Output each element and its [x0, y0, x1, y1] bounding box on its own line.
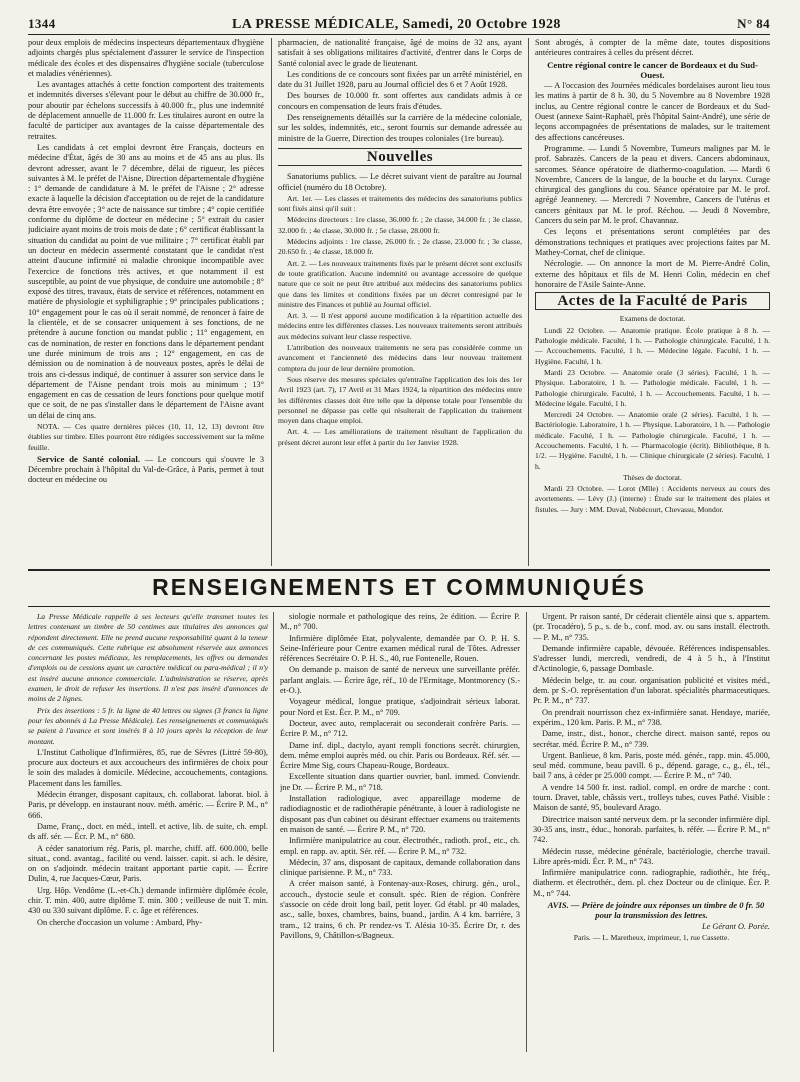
classified-ad: A créer maison santé, à Fontenay-aux-Roses, chirurg. gén., urol., accouch., dystocie seule et consult. spéc. Rien de région. Confrère s'associe on céde droit long bail, petit loyer. Gd établ. pr 40 malades, asc., salle, boxes, chambres, bains, buand., jardin. A 4 km. barrière, 3 tram., 12 trains, 6 ch. Pr rendez-vs T. Alésia 10-35. Écrire Dr, r. des Pavillons, 9, Châtillon-s/Bagneux.: [280, 879, 520, 940]
page-header: [28, 16, 770, 32]
classified-ad: Urgent. Pr raison santé, Dr céderait clientèle ainsi que s. appartem. (pr. Trocadéro), 5 p., s. de b., conf. mod. av. ou sans install. électroth. — P. M., n° 735.: [533, 612, 770, 642]
paragraph: Sous réserve des mesures spéciales qu'entraîne l'application des lois des 1er Avril 1923 (art. 7), 17 Avril et 31 Mars 1924, la répartition des médecins entre les différentes classes doit être telle que la dépense totale pour l'ensemble du personnel ne dépasse pas celle qui résulterait de l'application du traitement moyen dans chaque emploi.: [278, 374, 522, 426]
section-heading: Centre régional contre le cancer de Bordeaux et du Sud-Ouest.: [547, 59, 758, 80]
paragraph: pharmacien, de nationalité française, âgé de moins de 32 ans, ayant satisfait à ses obligations militaires d'activité, d'entrer dans le Corps de Santé colonial avec le grade de lieutenant.: [278, 38, 522, 68]
classified-ad: A céder sanatorium rég. Paris, pl. marche, chiff. aff. 600.000, belle situat., cond. avantag., facilité ou vend. laisser. capit. si ach. le désire, on on s'adjoindr. médecin traitant apportant partie capit. — Écrire Dulin, 4, rue Jacques-Cœur, Paris.: [28, 843, 268, 884]
classified-ad: On cherche d'occasion un volume : Ambard, Phy-: [37, 917, 203, 927]
classified-ad: Directrice maison santé nerveux dem. pr la seconder infirmière dipl. 30-35 ans, instr., éduc., honorab. parfaites, b. référ. — Écrire P. M., n° 742.: [533, 814, 770, 845]
paragraph: Mardi 23 Octobre. — Lorot (Mlle) : Accidents nerveux au cours des avortements. — Lévy (J.) (interne) : Étude sur le traitement des plaies et fistules. — Jury : MM. Duval, Nobécourt, Chevassu, Mondor.: [535, 484, 770, 514]
classified-ad: Infirmière manipulatrice conn. radiographie, radiothér., hte fréq., diatherm. et électrothér., dem. pl. chez Docteur ou de clinique. Écr. P. M., n° 744.: [533, 868, 770, 898]
classified-ad: Urg. Hôp. Vendôme (L.-et-Ch.) demande infirmière diplômée école, chir. T. min. 400, autre diplôme T. min. 300 ; veilleuse de nuit T. min. 430 ou 330 suivant diplôme. F. c. âge et références.: [28, 885, 268, 916]
paragraph: Mardi 23 Octobre. — Anatomie orale (3 séries). Faculté, 1 h. — Physique. Laboratoire, 1 h. — Pathologie médicale. Faculté, 1 h. — Pathologie chirurgicale. Faculté, 1 h. — Accouchements. Faculté, 1 h. — Médecine légale. Faculté, 1 h.: [535, 367, 770, 408]
paragraph: — Le concours qui s'ouvre le 3 Décembre prochain à l'hôpital du Val-de-Grâce, à Paris, permet à tout docteur en médecine ou: [28, 454, 264, 485]
paragraph: Art. 2. — Les nouveaux traitements fixés par le présent décret sont exclusifs de toute gratification. Aucune indemnité ou avantage accessoire de quelque nature que ce soit ne peut être attribué aux médecins des sanatoriums publics que dans les limites et conditions fixées par un décret contresigné par le ministre des Finances et publié au Journal officiel.: [278, 258, 522, 309]
paragraph: Nécrologie. — On annonce la mort de M. Pierre-André Colin, externe des hôpitaux et fils de M. Henri Colin, médecin en chef honoraire de l'Asile Sainte-Anne.: [535, 259, 770, 289]
classified-ad: siologie normale et pathologique des reins, 2e édition. — Écrire P. M., n° 700.: [280, 612, 520, 632]
column-divider: [273, 612, 274, 1052]
renseignements-title: RENSEIGNEMENTS ET COMMUNIQUÉS: [152, 574, 646, 600]
section-heading: Service de Santé colonial.: [37, 453, 141, 464]
header-rule: [28, 34, 770, 35]
paragraph: Lundi 22 Octobre. — Anatomie pratique. École pratique à 8 h. — Pathologie médicale. Faculté, 1 h. — Pathologie chirurgicale. Faculté, 1 h. — Accouchements. Faculté, 1 h. — Médecine légale. Faculté, 1 h. — Hygiène. Faculté, 1 h.: [535, 325, 770, 366]
classified-ad: Médecin, 37 ans, disposant de capitaux, demande collaboration dans clinique parisienne. P. M., n° 733.: [280, 857, 520, 878]
classifieds-column-2: [280, 612, 520, 1082]
classified-ad: Voyageur médical, longue pratique, s'adjoindrait sérieux laborat. pour Nord et Est. Écr. P. M., n° 709.: [280, 697, 520, 717]
classified-ad: A vendre 14 500 fr. inst. radiol. compl. en ordre de marche : cont. tourn. Dravet, table, châssis vert., trolleys tubes, cuves Pathé. Visible : Maison de santé, 95, boulevard Arago.: [533, 782, 770, 813]
classified-ad: Excellente situation dans quartier ouvrier, banl. immed. Conviendr. jne Dr. — Écrire P. M., n° 718.: [280, 772, 520, 792]
issue-number: N° 84: [737, 16, 770, 31]
column-divider: [271, 38, 272, 566]
classified-ad: Médecin belge, tr. au cour. organisation publicité et visites méd., dem. pr S.-O. représentation d'un laborat. spécialités pharmaceutiques. Pr. P. M., n° 737.: [533, 675, 770, 706]
notice: La Presse Médicale rappelle à ses lecteurs qu'elle transmet toutes les lettres contenant un timbre de 50 centimes aux titulaires des annonces qui répondent directement. Elle ne prend aucune responsabilité quant à la teneur de ces communiqués. Cette rubrique est absolument réservée aux annonces concernant les postes médicaux, les remplacements, les offres ou demandes d'emplois ou de cessions ayant un caractère médical ou para-médical ; il n'y est inséré aucune annonce commerciale. L'administration se réserve, après examen, le droit de refuser les insertions. Il n'est pas inséré d'annonces de moins de 2 lignes.: [28, 612, 268, 704]
classifieds-column-3: [533, 612, 770, 1082]
classified-ad: Dame, Franç., doct. en méd., intell. et active, lib. de suite, ch. empl. ds aff. sér. — Écr. P. M., n° 680.: [28, 821, 268, 842]
notice: Prix des insertions : 5 fr. la ligne de 40 lettres ou signes (3 francs la ligne pour les abonnés à La Presse Médicale). Les renseignements et communiqués se paient à l'avance et sont insérés 8 à 10 jours après la réception de leur montant.: [28, 705, 268, 746]
column-3: [535, 38, 770, 566]
paragraph: Ces leçons et présentations seront complétées par des démonstrations techniques et pratiques avec projections faites par M. Mathey-Cornat, chef de clinique.: [535, 227, 770, 257]
paragraph: Art. 1er. — Les classes et traitements des médecins des sanatoriums publics sont fixés ainsi qu'il suit :: [278, 193, 522, 214]
section-rule: [28, 606, 770, 607]
classified-ad: Dame inf. dipl., dactylo, ayant rempli fonctions secrét. chirurgien, dem. même emploi auprès méd. ou chir. Paris ou Bordeaux. Réf. sér. — Écrire Mme Sig, cours Chapeau-Rouge, Bordeaux.: [280, 740, 520, 771]
classified-ad: Infirmière manipulatrice au cour. électrothér., radioth. prof., etc., ch. empl. en rapp. av. aptit. Sér. réf. — Écrire P. M., n° 732.: [280, 836, 520, 856]
classified-ad: L'Institut Catholique d'Infirmières, 85, rue de Sèvres (Littré 59-80), procure aux docteurs et aux accoucheurs des infirmières de choix pour le soin des malades à domicile. Médecine, accouchements, contagions. Placement dans les familles.: [28, 747, 268, 788]
paragraph: Art. 4. — Les améliorations de traitement résultant de l'application du présent décret auront leur effet à partir du 1er Janvier 1928.: [278, 427, 522, 447]
classified-ad: Médecin russe, médecine générale, bactériologie, cherche travail. Libre après-midi. Écr. P. M., n° 743.: [533, 846, 770, 866]
paragraph: Art. 3. — Il n'est apporté aucune modification à la répartition actuelle des médecins entre les différentes classes. Les nouveaux traitements seront attribués aux médecins suivant leur classe respective.: [278, 311, 522, 341]
column-divider: [526, 612, 527, 1052]
gerant-signature: Le Gérant O. Porée.: [702, 921, 770, 931]
paragraph: Les conditions de ce concours sont fixées par un arrêté ministériel, en date du 31 Juillet 1928, paru au Journal officiel des 6 et 7 Août 1928.: [278, 69, 522, 90]
section-rule: [28, 569, 770, 571]
classifieds-column-1: [28, 612, 268, 1082]
column-1: [28, 38, 264, 566]
paragraph: Des renseignements détaillés sur la carrière de la médecine coloniale, sur les soldes, indemnités, etc., seront fournis sur demande adressée au ministre de la Guerre, Direction des troupes coloniales (1re bureau).: [278, 113, 522, 143]
journal-title: LA PRESSE MÉDICALE, Samedi, 20 Octobre 1928: [231, 17, 561, 32]
paragraph: — A l'occasion des Journées médicales bordelaises auront lieu tous les matins à partir de 8 h. 30, du 5 Novembre au 8 Novembre 1928 inclus, au Centre régional contre le cancer de Bordeaux et du Sud-Ouest (annexe Saint-Raphaël, près l'hôpital Saint-André), une série de leçons accompagnées de présentations de malades, sur le traitement des affections cancéreuses.: [535, 81, 770, 142]
classified-ad: Dame, instr., dist., honor., cherche direct. maison santé, repos ou secrétar. méd. Écrire P. M., n° 739.: [533, 729, 770, 749]
subheading: Thèses de doctorat.: [623, 472, 682, 482]
nota-note: NOTA. — Ces quatre dernières pièces (10, 11, 12, 13) devront être établies sur timbre. Elles pourront être rédigées successivement sur la même feuille.: [28, 421, 264, 452]
paragraph: Des bourses de 10.000 fr. sont offertes aux candidats admis à ce concours en compensation de leurs frais d'études.: [278, 91, 522, 111]
faculty-heading: Actes de la Faculté de Paris: [535, 292, 770, 310]
classified-ad: On prendrait nourrisson chez ex-infirmière sanat. Hendaye, mariée, expérim., 120 km. Paris. P. M., n° 738.: [533, 707, 770, 727]
classified-ad: Médecin étranger, disposant capitaux, ch. collaborat. laborat. biol. à Paris, pr développ. en instaurant nouv. méth. améric. — Écrire P. M., n° 666.: [28, 790, 268, 820]
paragraph: Médecins adjoints : 1re classe, 26.000 fr. ; 2e classe, 23.000 fr. ; 3e classe, 20.650 fr. ; 4e classe, 18.000 fr.: [278, 237, 522, 257]
classified-ad: Urgent. Banlieue, 8 km. Paris, poste méd. génér., rapp. min. 45.000, seul méd. commune, beau pavill. 6 p., dépend. garage, c., g., él., tél., bail 7 ans, à céder pr 25.000 compt. — Écrire P. M., n° 740.: [533, 750, 770, 781]
subheading: Examens de doctorat.: [619, 314, 686, 324]
paragraph: Médecins directeurs : 1re classe, 36.000 fr. ; 2e classe, 34.000 fr. ; 3e classe, 32.000 fr. ; 4e classe, 30.000 fr. ; 5e classe, 28.000 fr.: [278, 215, 522, 235]
paragraph: Programme. — Lundi 5 Novembre, Tumeurs malignes par M. le prof. Sabrazès. Cancers de la peau et divers. Cancers abdominaux, sarcomes. Séance opératoire de diathermo-coagulation. — Mardi 6 Novembre, Cancers de la langue, de la bouche et du larynx. Curage chirurgical des ganglions du cou. Séance opératoire par M. le prof. agrégé Jeanneney. — Mercredi 7 Novembre, Cancers de l'utérus et cancers génitaux par M. le prof. Réchou. — Jeudi 8 Novembre, Cancers du sein par M. le prof. Chavannaz.: [535, 143, 770, 226]
classified-ad: Docteur, avec auto, remplacerait ou seconderait confrère Paris. — Écrire P. M., n° 712.: [280, 718, 520, 739]
printer-imprint: Paris. — L. Maretheux, imprimeur, 1, rue Cassette.: [573, 932, 730, 942]
classified-ad: On demande p. maison de santé de nerveux une surveillante préfér. parlant anglais. — Écrire âge, réf., 10 de l'Ermitage, Montmorency (S.-et-O.).: [280, 665, 520, 696]
paragraph: Mercredi 24 Octobre. — Anatomie orale (2 séries). Faculté, 1 h. — Bactériologie. Laboratoire, 1 h. — Physique. Laboratoire, 1 h. — Pathologie médicale. Faculté, 1 h. — Pathologie chirurgicale. Faculté, 1 h. — Accouchements. Faculté, 1 h. — Pharmacologie (écrit). Bibliothèque, 8 h. 1/2. — Hygiène. Faculté, 1 h. — Clinique chirurgicale (2 séries). Faculté, 1 h.: [535, 410, 770, 471]
page-number: 1344: [28, 16, 56, 31]
avis-notice: AVIS. — Prière de joindre aux réponses un timbre de 0 fr. 50 pour la transmission des lettres.: [547, 900, 765, 921]
nouvelles-heading: Nouvelles: [278, 148, 522, 166]
classified-ad: Infirmière diplômée Etat, polyvalente, demandée par O. P. H. S. Seine-Inférieure pour Centre examen médical rural de Tôtes. Adresser références Secrétaire O. P. H. S., 40, rue Fontenelle, Rouen.: [280, 633, 520, 664]
column-divider: [528, 38, 529, 566]
classified-ad: Demande infirmière capable, dévouée. Références indispensables. S'adresser lundi, mercredi, vendredi, de 4 à 5 h., à l'Institut d'Actinologie, 6, passage Dombasle.: [533, 643, 770, 674]
paragraph: Sont abrogés, à compter de la même date, toutes dispositions antérieures contraires à celles du présent décret.: [535, 38, 770, 58]
paragraph: Les candidats à cet emploi devront être Français, docteurs en médecine d'État, âgés de 30 ans au moins et de 45 ans au plus. Ils devront adresser, avant le 7 décembre, délai de rigueur, les pièces suivantes à M. le préfet de l'Aisne, Direction départementale d'hygiène : 1° demande de candidature à M. le préfet de l'Aisne ; 2° adresse exacte à laquelle la décision d'acceptation ou de rejet de la candidature devra être envoyée ; 3° acte de naissance sur timbre ; 4° copie certifiée conforme du diplôme de docteur en médecine ; 5° extrait du casier judiciaire ayant moins de trois mois de date ; 6° certificat établissant la situation du candidat au point de vue militaire ; 7° certificat établi par un docteur en médecin assermenté constatant que le candidat n'est atteint d'aucune infirmité ni maladie chronique incompatible avec l'exercice de fonctions très actives, et que notamment il est susceptible, au point de vue physique, de conduire une automobile ; 8° exposé des titres, travaux, états de service et références, notamment en matière de physiologie et syphiligraphie ; 9° principales publications ; 10° engagement pour le cas où il serait nommé, de renoncer à faire de la clientèle, et de se consacrer uniquement à ses fonctions, de ne prétendre à aucune fonction ou mandat public ; 11° engagement, en cas de nomination, de rester en fonctions dans le département pendant une durée minimum de trois ans ; 12° engagement, en cas de démission ou de nomination à de nouveaux postes, après le délai de trois ans ci-dessus indiqué, de continuer à assurer son service dans le département de l'Aisne pendant trois mois au minimum ; 13° engagement en cas de cessation de leurs fonctions pour quelque motif que ce soit, de ne pas s'installer dans le département de l'Aisne avant un délai de cinq ans.: [28, 142, 264, 420]
paragraph: Les avantages attachés à cette fonction comportent des traitements et indemnités diverses s'élevant pour le début au chiffre de 30.000 fr., pour aboutir par échelons successifs à 40.000 fr., plus une indemnité de déplacement annuelle de 11.000 fr. Les titulaires auront en outre la faculté de participer aux avantages de la caisse départementale des retraites.: [28, 80, 264, 141]
column-2: [278, 38, 522, 566]
paragraph: pour deux emplois de médecins inspecteurs départementaux d'hygiène adjoints chargés plus spécialement d'assurer le service de l'inspection médicale des écoles et des dispensaires d'hygiène sociale (tuberculose et maladies vénériennes).: [28, 38, 264, 78]
classified-ad: Installation radiologique, avec appareillage moderne de radiodiagnostic et de radiothérapie pénétrante, à louer à radiologiste ne disposant pas d'un cabinet ou désirant effectuer examens ou traitements en maison de santé. — Écrire P. M., n° 720.: [280, 794, 520, 834]
paragraph: Sanatoriums publics. — Le décret suivant vient de paraître au Journal officiel (numéro du 18 Octobre).: [278, 172, 522, 192]
paragraph: L'attribution des nouveaux traitements ne sera pas considérée comme un avancement et l'ancienneté des médecins dans leur nouveau traitement comptera du jour de leur dernière promotion.: [278, 343, 522, 373]
